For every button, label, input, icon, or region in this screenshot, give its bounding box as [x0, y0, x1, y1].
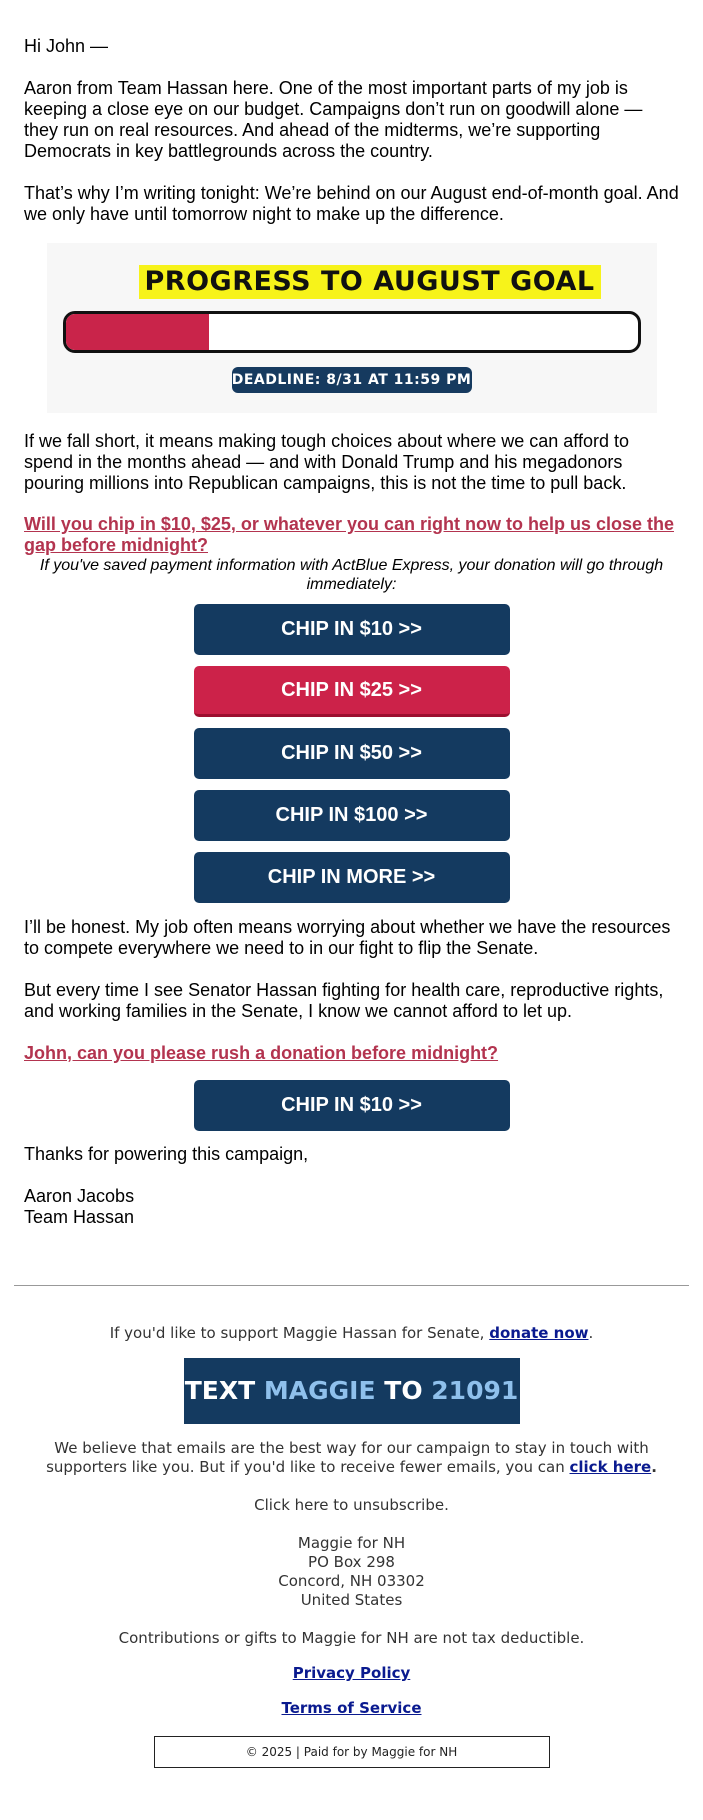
paragraph-honest: I’ll be honest. My job often means worrying about whether we have the resources to compete everywhere we need to in our fight to flip the Senate. [24, 917, 671, 958]
paragraph-hassan: But every time I see Senator Hassan fighting for health care, reproductive rights, and working families in the Senate, I know we cannot afford to let up. [24, 980, 664, 1021]
privacy-policy-link[interactable]: Privacy Policy [292, 1664, 411, 1682]
paragraph-goal: That’s why I’m writing tonight: We’re behind on our August end-of-month goal. And we only have until tomorrow night to make up the difference. [24, 183, 679, 224]
text-box-number: 21091 [431, 1376, 519, 1405]
text-box-keyword: MAGGIE [263, 1376, 376, 1405]
chip-in-100-button[interactable]: CHIP IN $100 >> [194, 790, 510, 841]
donate-link-primary[interactable]: Will you chip in $10, $25, or whatever you can right now to help us close the gap before midnight? [24, 514, 674, 555]
greeting: Hi John — [24, 36, 109, 56]
signoff-team: Team Hassan [24, 1207, 135, 1227]
tax-note: Contributions or gifts to Maggie for NH are not tax deductible. [118, 1629, 585, 1647]
footer [0, 1324, 703, 1768]
chip-in-50-button[interactable]: CHIP IN $50 >> [194, 728, 510, 779]
chip-in-10-button[interactable]: CHIP IN $10 >> [194, 604, 510, 655]
donation-button-group [24, 604, 679, 903]
paid-for-by-notice: © 2025 | Paid for by Maggie for NH [154, 1736, 550, 1768]
donate-link-rush[interactable]: John, can you please rush a donation before midnight? [24, 1043, 499, 1063]
final-button-group [24, 1080, 679, 1131]
terms-of-service-link[interactable]: Terms of Service [281, 1699, 422, 1717]
progress-banner[interactable] [47, 243, 657, 413]
address-line-2: PO Box 298 [308, 1553, 395, 1571]
signoff-name: Aaron Jacobs [24, 1186, 135, 1206]
donate-now-link[interactable]: donate now [489, 1324, 589, 1342]
banner-title: PROGRESS TO AUGUST GOAL [139, 265, 601, 299]
address-line-3: Concord, NH 03302 [278, 1572, 425, 1590]
address-line-4: United States [300, 1591, 403, 1609]
unsubscribe-link[interactable]: Click here to unsubscribe. [254, 1496, 449, 1514]
paragraph-stakes: If we fall short, it means making tough choices about where we can afford to spend in the months ahead — and with Donald Trump and his megadonors pouring millions into Republican campaigns, this is not the time to pull back. [24, 431, 629, 493]
fewer-emails-text: We believe that emails are the best way for our campaign to stay in touch with supporters like you. But if you'd like to receive fewer emails, you can [46, 1439, 649, 1476]
progress-bar [63, 311, 641, 353]
address-line-1: Maggie for NH [297, 1534, 406, 1552]
paragraph-intro: Aaron from Team Hassan here. One of the most important parts of my job is keeping a close eye on our budget. Campaigns don’t run on goodwill alone — they run on real resources. And ahead of the midterms, we’re supporting Democrats in key battlegrounds across the country. [24, 78, 643, 161]
support-text: If you'd like to support Maggie Hassan for Senate, [109, 1324, 485, 1342]
signoff-thanks: Thanks for powering this campaign, [24, 1144, 309, 1164]
chip-in-10-final-button[interactable]: CHIP IN $10 >> [194, 1080, 510, 1131]
footer-divider [14, 1285, 689, 1286]
support-line: If you'd like to support Maggie Hassan for Senate, donate now. [109, 1324, 594, 1342]
fewer-emails-link[interactable]: click here [569, 1458, 652, 1476]
chip-in-25-button[interactable]: CHIP IN $25 >> [194, 666, 510, 717]
actblue-express-note: If you've saved payment information with ActBlue Express, your donation will go through immediately: [39, 557, 664, 593]
text-box-mid: TO [375, 1376, 432, 1405]
fewer-emails-line: We believe that emails are the best way for our campaign to stay in touch with supporters like you. But if you'd like to receive fewer emails, you can click here. [46, 1439, 657, 1476]
text-to-donate-banner[interactable] [184, 1358, 520, 1424]
text-box-pre: TEXT [184, 1376, 264, 1405]
mailing-address [0, 1534, 703, 1610]
deadline-badge: DEADLINE: 8/31 AT 11:59 PM [232, 367, 472, 393]
chip-in-more-button[interactable]: CHIP IN MORE >> [194, 852, 510, 903]
progress-bar-fill [66, 314, 209, 350]
